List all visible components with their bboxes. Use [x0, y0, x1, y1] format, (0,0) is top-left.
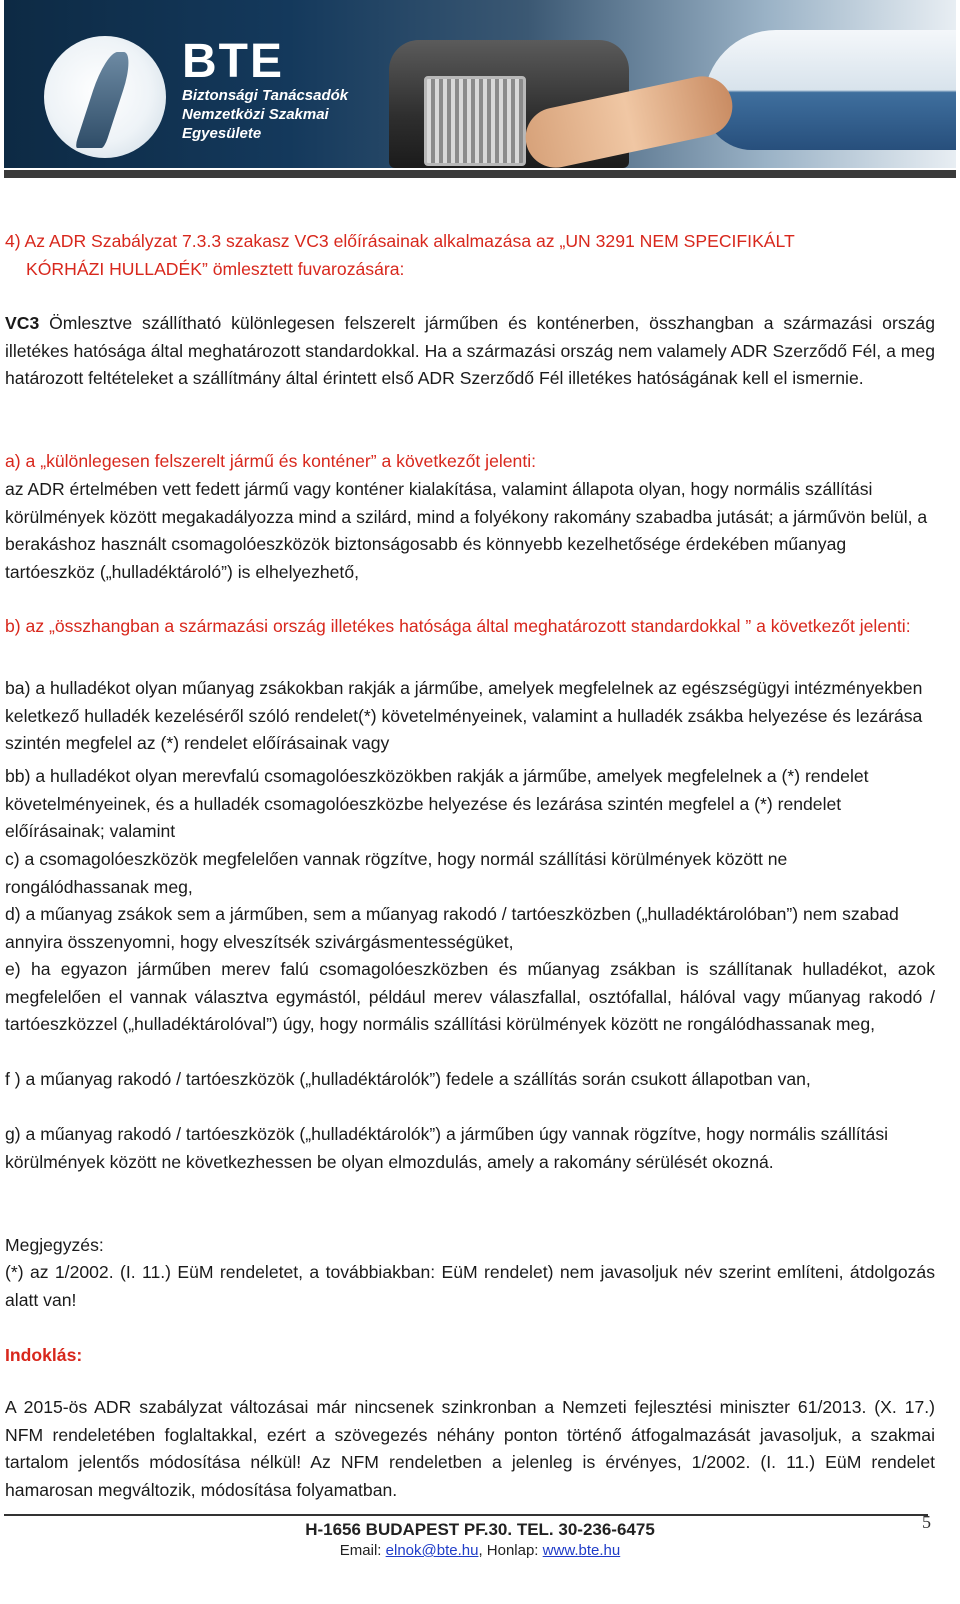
vc3-text: Ömlesztve szállítható különlegesen felszerelt járműben és konténerben, összhangban a származási ország illetékes hatósága által meghatározott standardokkal. Ha a származási ország nem valamely ADR Szerződő Fél, a meg határozott feltételeket a szállítmány által érintett első ADR Szerződő Fél illetékes hatóságának kell el ismernie.	[5, 313, 935, 389]
note-text: (*) az 1/2002. (I. 11.) EüM rendeletet, a továbbiakban: EüM rendelet) nem javasoljuk név szerint említeni, átdolgozás alatt van!	[5, 1262, 935, 1310]
item-bb: bb) a hulladékot olyan merevfalú csomagolóeszközökben rakják a járműbe, amelyek megfelelnek a (*) rendelet követelményeinek, és a hulladék csomagolóeszközbe helyezése és lezárása szintén megfelel a (*) rendelet előírásainak; valamint	[5, 766, 869, 842]
section-b-title: b) az „összhangban a származási ország illetékes hatósága által meghatározott standardokkal ” a következőt jelenti:	[5, 616, 911, 636]
heading-line-1: 4) Az ADR Szabályzat 7.3.3 szakasz VC3 előírásainak alkalmazása az „UN 3291 NEM SPECIFIKÁLT	[5, 231, 795, 251]
footer-address: H-1656 BUDAPEST PF.30. TEL. 30-236-6475	[305, 1520, 655, 1539]
vc3-paragraph	[5, 310, 935, 393]
page-number: 5	[922, 1512, 931, 1532]
vc3-label: VC3	[5, 313, 40, 333]
bte-logo-text: BTE	[182, 35, 284, 88]
email-link[interactable]: elnok@bte.hu	[385, 1542, 479, 1559]
header-banner	[4, 0, 956, 168]
truck-grill-image	[424, 76, 526, 166]
email-label: Email:	[339, 1542, 386, 1559]
banner-divider	[4, 170, 956, 178]
justification-text: A 2015-ös ADR szabályzat változásai már nincsenek szinkronban a Nemzeti fejlesztési miniszter 61/2013. (X. 17.) NFM rendeletében foglaltakkal, ezért a szövegezés néhány ponton történő átfogalmazását javasoljuk, a szakmai tartalom jelentős módosítása nélkül! Az NFM rendeletben a jelenleg is érvényes, 1/2002. (I. 11.) EüM rendelet hamarosan megváltozik, módosítása folyamatban.	[5, 1397, 935, 1500]
association-tagline	[182, 86, 348, 143]
section-a-body: az ADR értelmében vett fedett jármű vagy konténer kialakítása, valamint állapota olyan, hogy normális szállítási körülmények között megakadályozza mind a szilárd, mind a folyékony rakomány szabadba jutását; a járművön belül, a berakáshoz használt csomagolóeszközök biztonságosabb és könnyebb kezelhetősége érdekében műanyag tartóeszköz („hulladéktároló”) is elhelyezhető,	[5, 479, 928, 582]
heading-line-2: KÓRHÁZI HULLADÉK” ömlesztett fuvarozására:	[26, 258, 405, 279]
item-d: d) a műanyag zsákok sem a járműben, sem a műanyag rakodó / tartóeszközben („hulladéktárolóban”) nem szabad annyira összenyomni, hogy elveszítsék szivárgásmentességüket,	[5, 904, 899, 952]
tagline-line-3: Egyesülete	[182, 125, 262, 142]
website-link[interactable]: www.bte.hu	[542, 1542, 621, 1559]
tagline-line-2: Nemzetközi Szakmai	[182, 106, 329, 123]
footer-divider	[4, 1514, 928, 1516]
item-e: e) ha egyazon járműben merev falú csomagolóeszközben és műanyag zsákban is szállítanak hulladékot, azok megfelelően el vannak választva egymástól, például merev válaszfallal, osztófallal, hálóval vagy műanyag rakodó / tartóeszközzel („hulladéktárolóval”) úgy, hogy normális szállítási körülmények között ne rongálódhassanak meg,	[5, 959, 935, 1035]
web-label: , Honlap:	[478, 1542, 543, 1559]
tagline-line-1: Biztonsági Tanácsadók	[182, 87, 349, 104]
section-heading	[5, 228, 935, 283]
item-f: f ) a műanyag rakodó / tartóeszközök („hulladéktárolók”) fedele a szállítás során csukott állapotban van,	[5, 1069, 811, 1089]
item-g: g) a műanyag rakodó / tartóeszközök („hulladéktárolók”) a járműben úgy vannak rögzítve, hogy normális szállítási körülmények között ne következhessen be olyan elmozdulás, amely a rakomány sérülését okozná.	[5, 1124, 889, 1172]
section-a-title: a) a „különlegesen felszerelt jármű és konténer” a következőt jelenti:	[5, 451, 537, 471]
note-label: Megjegyzés:	[5, 1235, 104, 1255]
footer-contact	[0, 1542, 960, 1559]
justification-label: Indoklás:	[5, 1345, 83, 1365]
item-c: c) a csomagolóeszközök megfelelően vannak rögzítve, hogy normál szállítási körülmények között ne rongálódhassanak meg,	[5, 849, 788, 897]
item-ba: ba) a hulladékot olyan műanyag zsákokban rakják a járműbe, amelyek megfelelnek az egészségügyi intézményekben keletkező hulladék kezeléséről szóló rendelet(*) követelményeinek, valamint a hulladék zsákba helyezése és lezárása szintén megfelel az (*) rendelet előírásainak vagy	[5, 678, 923, 754]
train-image	[704, 30, 956, 150]
